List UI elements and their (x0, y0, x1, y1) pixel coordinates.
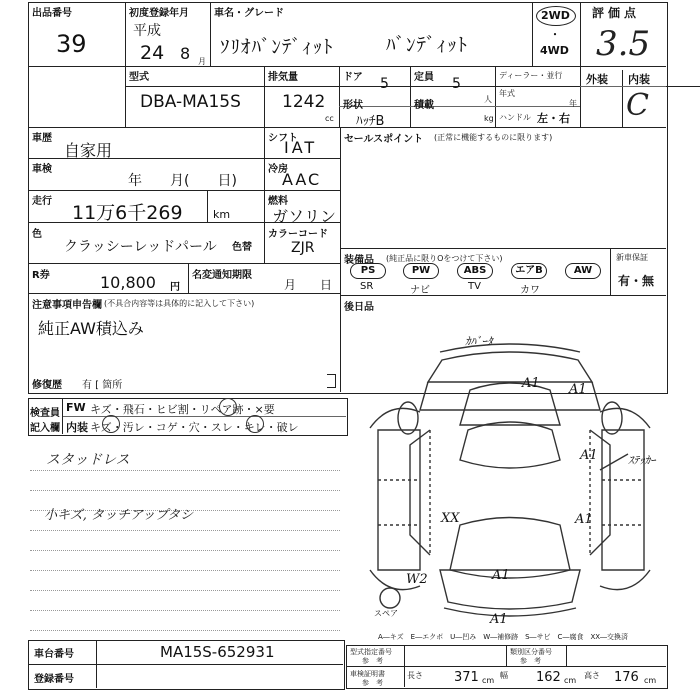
caution-sub: (不具合内容等は具体的に記入して下さい) (104, 299, 255, 308)
load-unit: kg (484, 114, 494, 123)
handle-options: 左・右 (537, 112, 570, 125)
first-reg-label: 初度登録年月 (129, 8, 189, 19)
era: 平成 (133, 23, 161, 39)
spare-label: スペア (374, 609, 398, 618)
drive-sep: ・ (550, 30, 560, 41)
type-spec-label: 型式指定番号 (350, 648, 392, 656)
recycle-unit: 円 (170, 282, 180, 293)
color-label: 色 (32, 229, 42, 240)
cap-value: 5 (452, 76, 461, 92)
mark-a1-hood-right: A1 (569, 382, 587, 397)
reg-month: 8 (180, 44, 191, 63)
caution-text: 純正AW積込み (38, 319, 144, 338)
model-value: DBA-MA15S (140, 92, 241, 112)
note-line (30, 630, 340, 631)
year-unit: 年 (569, 99, 577, 108)
mark-sticker: ｽﾃｯｶｰ (628, 454, 656, 467)
mark-a1-trunk: A1 (492, 568, 510, 583)
handle-label: ハンドル (499, 113, 531, 122)
length-unit: cm (482, 676, 495, 685)
car-history-value: 自家用 (64, 141, 113, 160)
note-line (30, 610, 340, 611)
chassis-value: MA15S-652931 (160, 643, 275, 661)
note-studless: スタッドレス (46, 452, 130, 468)
inspection-label: 車検 (32, 164, 52, 175)
grade: ﾊﾞﾝﾃﾞｨｯﾄ (386, 34, 469, 56)
chassis-label: 車台番号 (34, 649, 74, 660)
cc-value: 1242 (282, 92, 326, 112)
equip-navi: ナビ (410, 285, 430, 296)
note-line (30, 490, 340, 491)
equip-sr: SR (360, 281, 374, 292)
mark-cover: ｶﾊﾞｰﾀ (465, 335, 493, 348)
car-history-label: 車歴 (32, 133, 52, 144)
sales-label: セールスポイント (344, 134, 424, 145)
sales-sub: (正常に機能するものに限ります) (434, 133, 553, 142)
shift-label: シフト (268, 133, 298, 144)
class-label: 類別区分番号 (510, 648, 552, 656)
mileage-value: 11万6千269 (72, 202, 183, 224)
cc-unit: cc (325, 114, 334, 123)
mark-a1-hood-left: A1 (522, 376, 540, 391)
post-items-label: 後日品 (344, 302, 374, 313)
repair-label: 修復歴 (32, 380, 62, 391)
name-change-label: 名変通知期限 (192, 270, 252, 281)
height-unit: cm (644, 676, 657, 685)
cert-label: 車検証明書 (350, 670, 385, 678)
reg-year: 24 (140, 42, 165, 64)
drive-4wd: 4WD (540, 44, 569, 57)
equip-pw: PW (403, 263, 439, 279)
mark-a1-right-door: A1 (575, 512, 593, 527)
fuel-value: ガソリン (272, 207, 337, 226)
shape-value: ﾊｯﾁB (356, 114, 385, 129)
mileage-unit: km (213, 208, 231, 221)
note-touchup: 小キズ, タッチアップタシ (44, 508, 194, 523)
ac-value: AAC (282, 170, 322, 189)
lot-label: 出品番号 (32, 8, 72, 19)
color-change-label: 色替 (232, 242, 252, 253)
mark-a1-rear-right: A1 (580, 448, 598, 463)
damage-legend: A―キズ E―エクボ U―凹み W―補修跡 S―サビ C―腐食 XX―交換済 (378, 633, 629, 641)
score-value: 3.5 (596, 24, 651, 64)
reg-label: 登録番号 (34, 674, 74, 685)
score-label: 評価点 (592, 6, 641, 20)
door-label: ドア (343, 72, 363, 83)
inspector-row1: キズ・飛石・ヒビ割・リペア跡・×要 (90, 403, 275, 416)
dealer-label: ディーラー・並行 (499, 71, 563, 80)
lot-value: 39 (56, 30, 87, 58)
equipment-sub: (純正品に限りOをつけて下さい) (386, 254, 503, 263)
year-type-label: 年式 (499, 89, 515, 98)
repair-value: 有 [ 箇所 (82, 380, 123, 391)
height-value: 176 (614, 670, 639, 685)
equip-abs: ABS (457, 263, 493, 279)
month-unit: 月 (198, 57, 206, 66)
name-grade-label: 車名・グレード (214, 8, 284, 19)
shift-value: IAT (284, 138, 318, 157)
inspection-value: 年 月( 日) (128, 173, 237, 189)
width-value: 162 (536, 670, 561, 685)
int-label: 内装 (628, 73, 650, 86)
color-code-value: ZJR (291, 240, 315, 256)
equip-tv: TV (468, 281, 481, 292)
equipment-label: 装備品 (344, 255, 374, 266)
fuel-label: 燃料 (268, 196, 288, 207)
type-spec-sub: 参 考 (362, 657, 383, 665)
cert-sub: 参 考 (362, 679, 383, 687)
note-line (30, 570, 340, 571)
height-label: 高さ (584, 671, 600, 680)
mark-a1-rear-bumper: A1 (490, 612, 508, 627)
cap-unit: 人 (484, 95, 492, 104)
color-value: クラッシーレッドパール (64, 239, 217, 255)
note-line (30, 550, 340, 551)
equip-ps: PS (350, 263, 386, 279)
shape-label: 形状 (343, 100, 363, 111)
equip-airbag: エアB (511, 263, 547, 279)
equip-leather: カワ (520, 285, 540, 296)
note-line (30, 470, 340, 471)
mileage-label: 走行 (32, 196, 52, 207)
mark-w2-rear: W2 (406, 572, 428, 587)
length-label: 長さ (407, 671, 423, 680)
new-warranty-label: 新車保証 (616, 253, 648, 262)
ext-label: 外装 (586, 73, 608, 86)
int-grade: C (626, 88, 649, 123)
class-sub: 参 考 (520, 657, 541, 665)
inspector-label-1: 検査員 (30, 408, 60, 419)
inspector-row1-prefix: FW (66, 401, 86, 414)
name-change-value: 月 日 (284, 278, 333, 292)
model-label: 型式 (129, 72, 149, 83)
equip-aw: AW (565, 263, 601, 279)
new-warranty-value: 有・無 (618, 274, 655, 288)
inspector-row2: キズ・汚レ・コゲ・穴・スレ・キレ・破レ (90, 421, 299, 434)
inspector-label-2: 記入欄 (30, 423, 60, 434)
recycle-value: 10,800 (100, 273, 156, 292)
door-value: 5 (380, 76, 389, 92)
ac-label: 冷房 (268, 164, 288, 175)
cc-label: 排気量 (268, 72, 298, 83)
caution-label: 注意事項申告欄 (32, 300, 102, 311)
mark-xx-left-door: XX (441, 511, 460, 526)
width-label: 幅 (500, 671, 508, 680)
note-line (30, 590, 340, 591)
color-code-label: カラーコード (268, 229, 328, 240)
load-label: 積載 (414, 100, 434, 111)
width-unit: cm (564, 676, 577, 685)
note-line (30, 530, 340, 531)
inspector-row2-prefix: 内装 (66, 421, 88, 434)
drive-2wd: 2WD (541, 9, 570, 22)
length-value: 371 (454, 670, 479, 685)
car-name: ｿﾘｵﾊﾞﾝﾃﾞｨｯﾄ (220, 36, 334, 58)
cap-label: 定員 (414, 72, 434, 83)
recycle-label: R券 (32, 270, 50, 281)
